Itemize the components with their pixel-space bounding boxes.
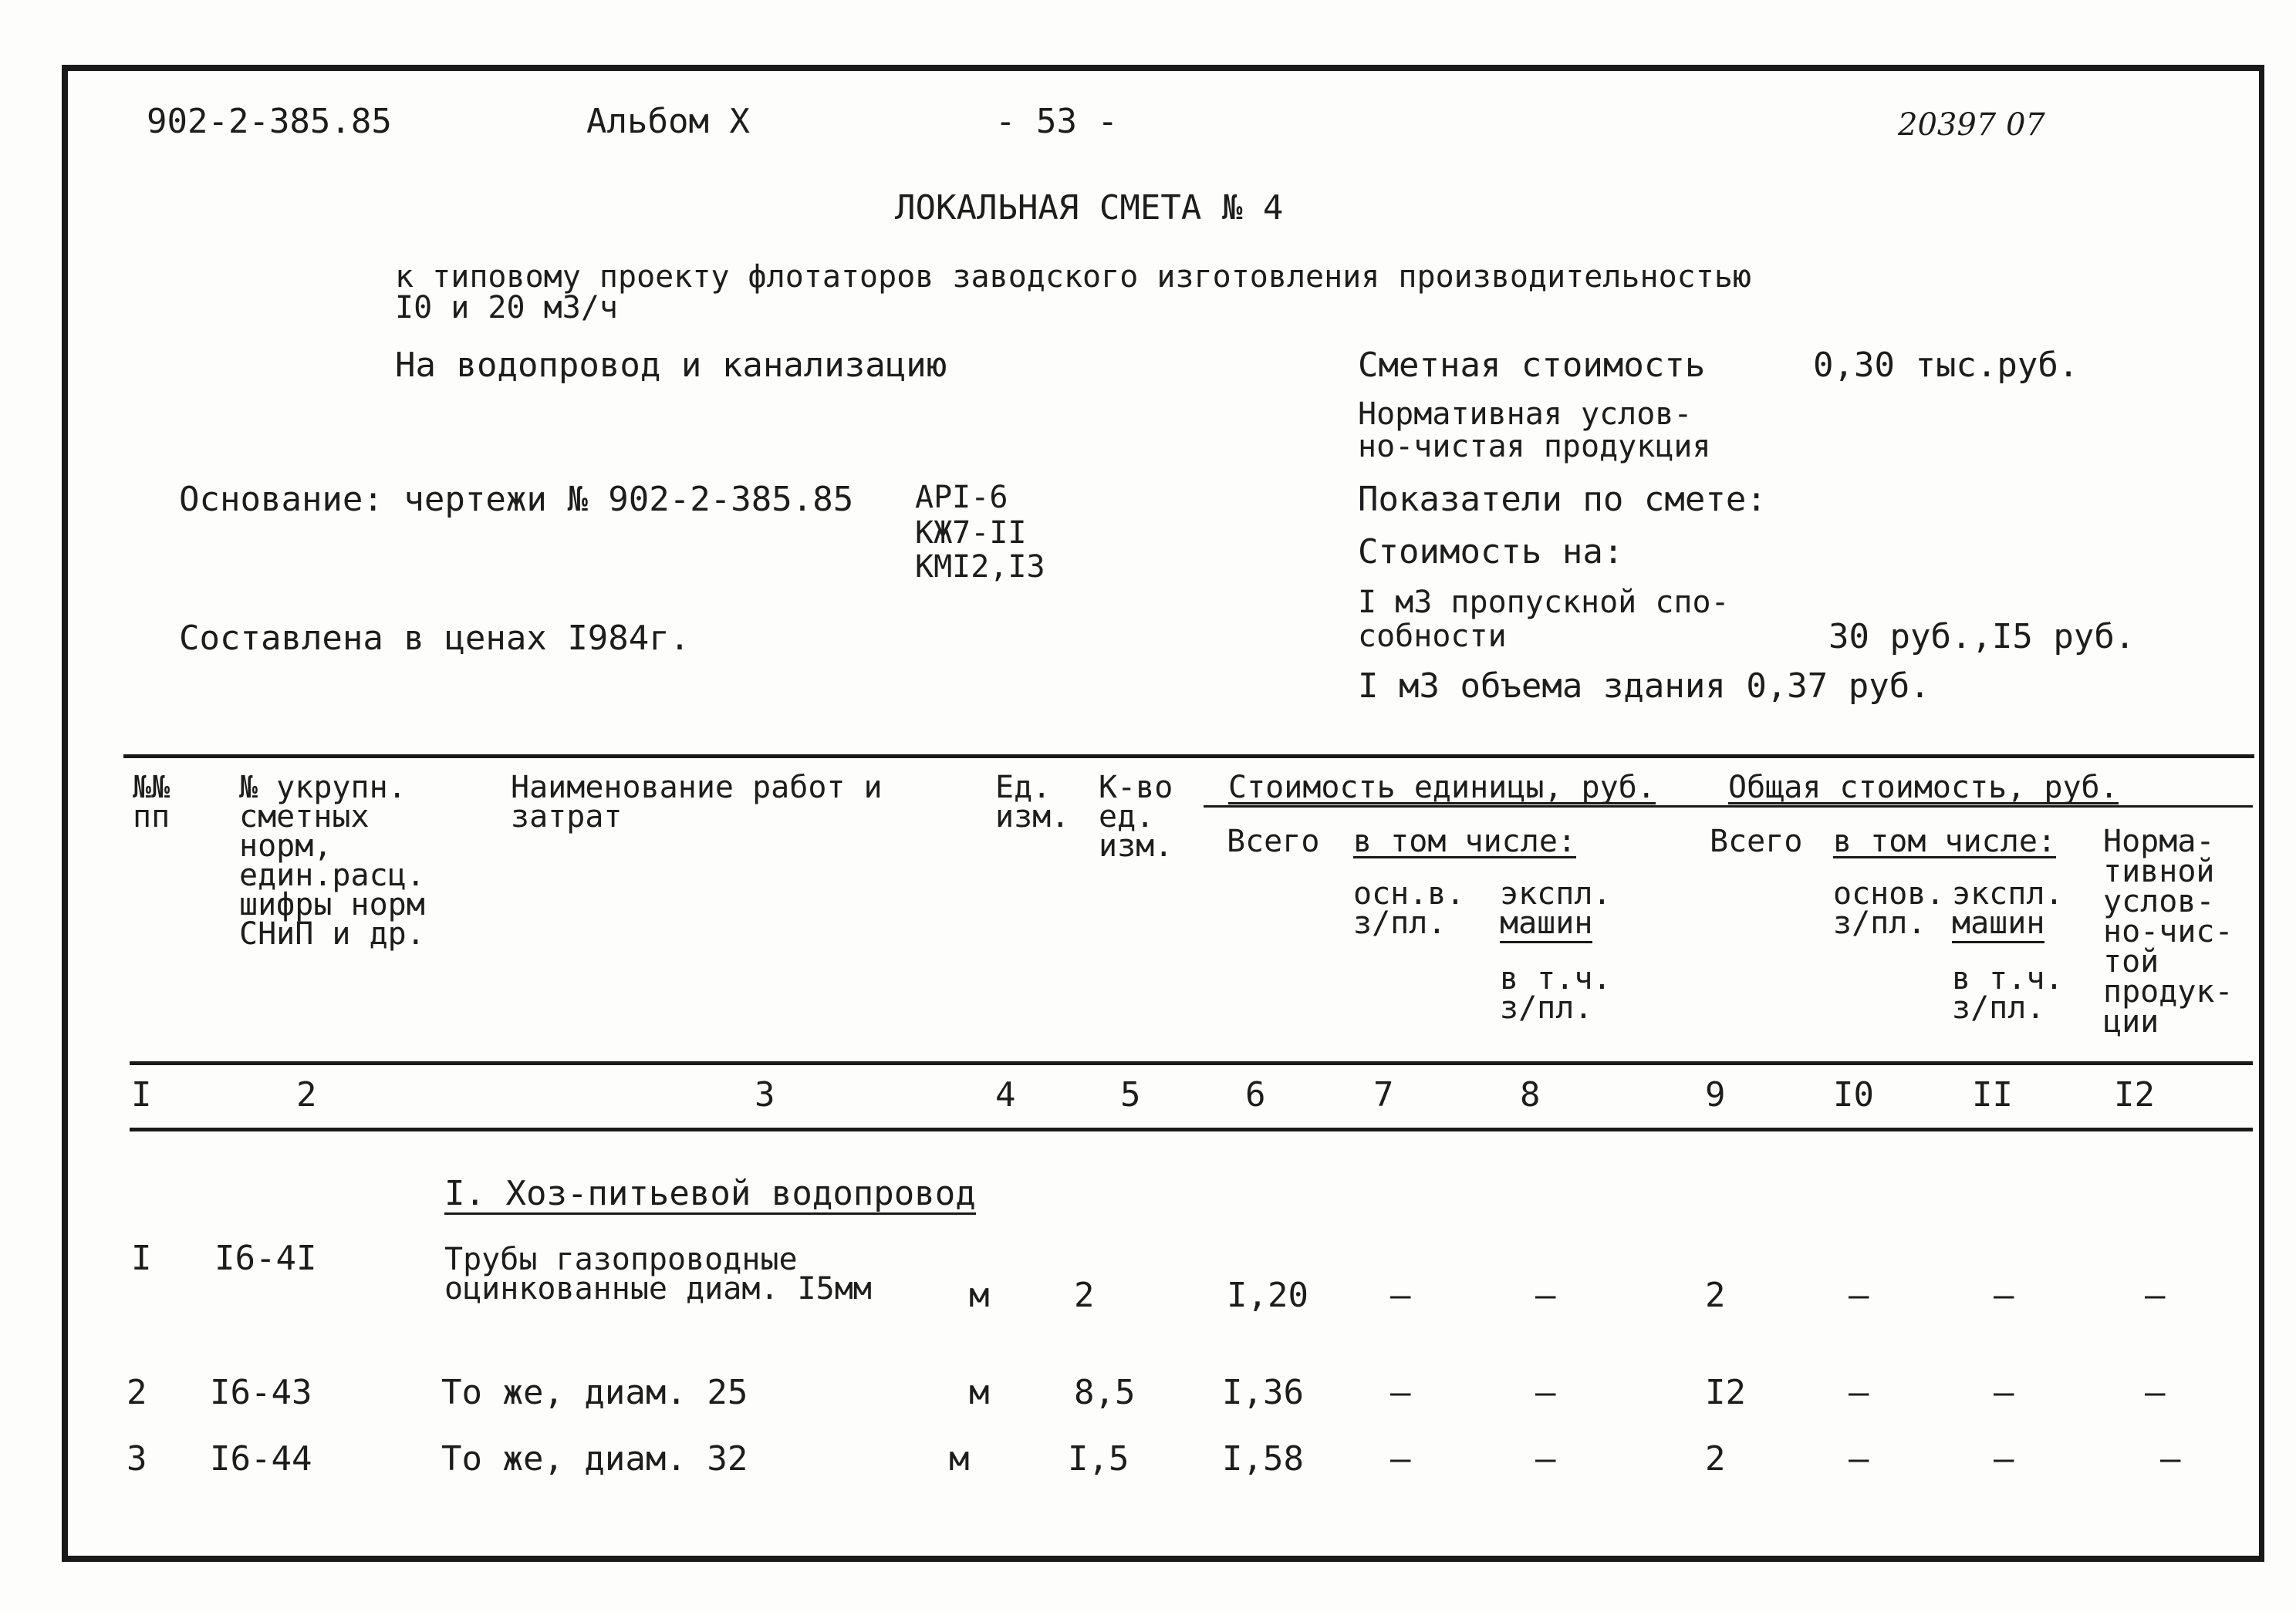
row-total-wage: – [1849,1373,1869,1412]
row-normative: – [2160,1439,2181,1479]
col-num-header: №№ пп [133,770,171,835]
column-number: 8 [1520,1075,1541,1115]
col-name-header: Наименование работ и затрат [511,770,883,835]
section-title: I. Хоз-питьевой водопровод [444,1174,976,1213]
sum-total-header: Всего [1710,824,1803,859]
row-code: I6-43 [210,1373,312,1412]
column-number: 5 [1120,1075,1141,1115]
capacity-line1: I м3 пропускной спо- [1358,585,1730,620]
column-number: 3 [755,1075,775,1115]
estimate-cost-label: Сметная стоимость [1358,346,1706,385]
row-qty: 8,5 [1074,1373,1136,1412]
row-unit: м [969,1373,990,1412]
page-number: - 53 - [995,102,1118,141]
table-top-rule [123,754,2254,758]
unit-incl-header: в том числе: [1353,824,1576,859]
row-unit: м [949,1439,970,1479]
basis-sheet-2: КЖ7-II [915,515,1027,551]
subtitle-line2: I0 и 20 м3/ч [395,290,618,325]
unit-base-wage-header: осн.в. з/пл. [1353,876,1465,941]
column-number: 9 [1705,1075,1726,1115]
column-number-rule [130,1128,2253,1131]
row-total-machines: – [1994,1439,2014,1479]
row-name: То же, диам. 25 [441,1373,748,1412]
row-total-wage: – [1849,1276,1869,1315]
archive-number: 20397 07 [1898,107,2045,143]
row-number: 2 [127,1373,147,1412]
normative-product-header: Норма- тивной услов- но-чис- той продук- ции [2103,824,2234,1040]
row-unit-machines: – [1535,1439,1556,1479]
row-unit-wage: – [1390,1373,1411,1412]
cost-group-rule [1204,805,2253,808]
row-code: I6-4I [214,1239,317,1278]
album-label: Альбом X [586,102,750,141]
column-number: I [131,1075,152,1115]
row-total-machines: – [1994,1276,2014,1315]
row-total-machines: – [1994,1373,2014,1412]
sum-incl-wage-header: в т.ч. з/пл. [1952,961,2064,1026]
column-number: 6 [1245,1075,1266,1115]
col-qty-header: К-во ед. изм. [1099,770,1173,864]
row-qty: 2 [1074,1276,1095,1315]
column-number: I2 [2114,1075,2155,1115]
unit-machines-header: экспл. машин [1500,879,1612,938]
row-total: 2 [1705,1439,1726,1479]
doc-code: 902-2-385.85 [147,102,392,141]
sum-base-wage-header: основ. з/пл. [1833,876,1945,941]
row-unit-price: I,58 [1222,1439,1304,1479]
column-number: I0 [1833,1075,1874,1115]
subtitle-line1: к типовому проекту флотаторов заводского изготовления производительностью [395,259,1751,295]
capacity-line2: собности [1358,619,1507,654]
row-unit-machines: – [1535,1276,1556,1315]
object-name: На водопровод и канализацию [395,346,947,385]
column-number: 7 [1373,1075,1394,1115]
unit-cost-header: Стоимость единицы, руб. [1228,770,1656,805]
unit-incl-wage-header: в т.ч. з/пл. [1500,961,1612,1026]
prices-basis: Составлена в ценах I984г. [179,619,690,658]
row-total-wage: – [1849,1439,1869,1479]
volume-indicator: I м3 объема здания 0,37 руб. [1358,666,1930,706]
indicators-label: Показатели по смете: [1358,480,1767,519]
row-unit-wage: – [1390,1439,1411,1479]
row-unit-price: I,36 [1222,1373,1304,1412]
row-unit-machines: – [1535,1373,1556,1412]
normative-line2: но-чистая продукция [1358,429,1711,464]
basis-sheet-1: АРI-6 [915,480,1008,515]
row-name: Трубы газопроводные оцинкованные диам. I5мм [444,1242,872,1307]
row-number: 3 [127,1439,147,1479]
unit-total-header: Всего [1227,824,1320,859]
row-total: 2 [1705,1276,1726,1315]
estimate-cost-value: 0,30 тыс.руб. [1813,346,2079,385]
col-code-header: № укрупн. сметных норм, един.расц. шифры норм СНиП и др. [239,770,425,952]
row-normative: – [2145,1276,2166,1315]
capacity-value: 30 руб.,I5 руб. [1828,617,2136,656]
column-number: 4 [995,1075,1016,1115]
sum-incl-header: в том числе: [1833,824,2056,859]
basis-label: Основание: чертежи № 902-2-385.85 [179,480,854,519]
total-cost-header: Общая стоимость, руб. [1728,770,2119,805]
row-unit-wage: – [1390,1276,1411,1315]
row-unit-price: I,20 [1227,1276,1308,1315]
column-number: II [1972,1075,2013,1115]
row-total: I2 [1705,1373,1746,1412]
normative-line1: Нормативная услов- [1358,396,1693,432]
column-number: 2 [296,1075,317,1115]
row-unit: м [969,1276,990,1315]
col-unit-header: Ед. изм. [995,770,1070,835]
row-qty: I,5 [1068,1439,1129,1479]
basis-sheet-3: КМI2,I3 [915,549,1045,585]
row-number: I [131,1239,152,1278]
row-code: I6-44 [210,1439,312,1479]
cost-per-label: Стоимость на: [1358,532,1624,572]
header-bottom-rule [130,1061,2253,1065]
document-title: ЛОКАЛЬНАЯ СМЕТА № 4 [895,188,1284,228]
row-name: То же, диам. 32 [441,1439,748,1479]
row-normative: – [2145,1373,2166,1412]
sum-machines-header: экспл. машин [1952,879,2064,938]
